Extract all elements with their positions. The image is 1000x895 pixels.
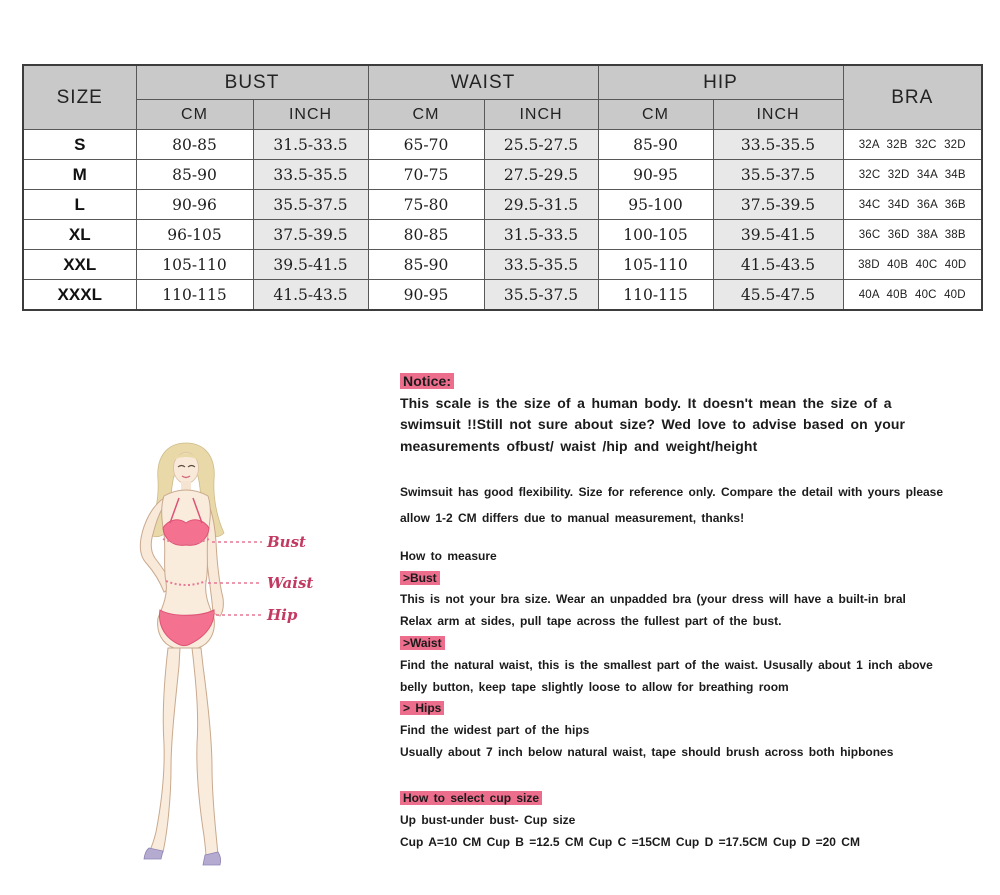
bust-inch-cell: 39.5-41.5 [253, 250, 368, 280]
bust-inch-cell: 41.5-43.5 [253, 280, 368, 311]
figure-waist-label: Waist [267, 574, 314, 592]
bra-cell: 32A 32B 32C 32D [843, 130, 982, 160]
flexibility-note [400, 479, 992, 531]
header-hip-cm: CM [598, 100, 713, 130]
hip-inch-cell: 41.5-43.5 [713, 250, 843, 280]
hip-cm-cell: 95-100 [598, 190, 713, 220]
hip-inch-cell: 39.5-41.5 [713, 220, 843, 250]
bust-inch-cell: 35.5-37.5 [253, 190, 368, 220]
notice-line: swimsuit !!Still not sure about size? Wed love to advise based on your [400, 416, 906, 433]
size-cell: XXL [23, 250, 136, 280]
hips-instruction: Usually about 7 inch below natural waist, tape should brush across both hipbones [400, 744, 894, 759]
waist-inch-cell: 31.5-33.5 [484, 220, 598, 250]
notice-heading: Notice: [400, 373, 454, 389]
bust-inch-cell: 37.5-39.5 [253, 220, 368, 250]
hip-inch-cell: 45.5-47.5 [713, 280, 843, 311]
header-waist: WAIST [368, 65, 598, 100]
figure-left-leg [150, 648, 180, 852]
bust-inch-cell: 31.5-33.5 [253, 130, 368, 160]
table-row-s [23, 130, 982, 160]
bra-cell: 36C 36D 38A 38B [843, 220, 982, 250]
size-cell: L [23, 190, 136, 220]
how-to-measure-section [400, 546, 992, 764]
hip-cm-cell: 105-110 [598, 250, 713, 280]
header-hip-inch: INCH [713, 100, 843, 130]
size-chart-table [22, 64, 983, 311]
hip-inch-cell: 37.5-39.5 [713, 190, 843, 220]
how-to-measure-title: How to measure [400, 548, 497, 563]
flexibility-line: allow 1-2 CM differs due to manual measurement, thanks! [400, 510, 745, 525]
hip-inch-cell: 35.5-37.5 [713, 160, 843, 190]
waist-inch-cell: 27.5-29.5 [484, 160, 598, 190]
hip-cm-cell: 100-105 [598, 220, 713, 250]
table-row-xl [23, 220, 982, 250]
notice-line: This scale is the size of a human body. It doesn't mean the size of a [400, 394, 892, 411]
waist-cm-cell: 75-80 [368, 190, 484, 220]
figure-bikini-top [163, 520, 209, 545]
waist-inch-cell: 33.5-35.5 [484, 250, 598, 280]
header-bra: BRA [843, 65, 982, 130]
cup-size-heading: How to select cup size [400, 791, 542, 805]
header-hip: HIP [598, 65, 843, 100]
waist-instruction: belly button, keep tape slightly loose to allow for breathing room [400, 679, 789, 694]
bra-cell: 38D 40B 40C 40D [843, 250, 982, 280]
waist-cm-cell: 65-70 [368, 130, 484, 160]
info-column [400, 371, 992, 853]
header-waist-inch: INCH [484, 100, 598, 130]
bust-instruction: This is not your bra size. Wear an unpadded bra (your dress will have a built-in bral [400, 592, 906, 607]
waist-inch-cell: 25.5-27.5 [484, 130, 598, 160]
waist-instruction: Find the natural waist, this is the smallest part of the waist. Ususally about 1 inch above [400, 657, 933, 672]
waist-cm-cell: 85-90 [368, 250, 484, 280]
size-cell: XL [23, 220, 136, 250]
header-waist-cm: CM [368, 100, 484, 130]
bra-cell: 32C 32D 34A 34B [843, 160, 982, 190]
table-row-xxl [23, 250, 982, 280]
header-bust-inch: INCH [253, 100, 368, 130]
header-size: SIZE [23, 65, 136, 130]
waist-heading: >Waist [400, 636, 445, 650]
cup-size-section [400, 787, 992, 853]
hip-inch-cell: 33.5-35.5 [713, 130, 843, 160]
hip-cm-cell: 85-90 [598, 130, 713, 160]
bust-instruction: Relax arm at sides, pull tape across the fullest part of the bust. [400, 614, 782, 629]
flexibility-line: Swimsuit has good flexibility. Size for reference only. Compare the detail with yours please [400, 484, 944, 499]
hip-cm-cell: 90-95 [598, 160, 713, 190]
notice-section [400, 371, 992, 458]
table-row-m [23, 160, 982, 190]
bust-cm-cell: 110-115 [136, 280, 253, 311]
bust-heading: >Bust [400, 571, 440, 585]
bra-cell: 34C 34D 36A 36B [843, 190, 982, 220]
body-measurement-illustration [100, 438, 340, 883]
bra-cell: 40A 40B 40C 40D [843, 280, 982, 311]
header-bust: BUST [136, 65, 368, 100]
figure-bust-label: Bust [267, 533, 306, 551]
hips-heading: > Hips [400, 701, 444, 715]
waist-cm-cell: 80-85 [368, 220, 484, 250]
hip-cm-cell: 110-115 [598, 280, 713, 311]
figure-right-leg [192, 648, 218, 858]
waist-inch-cell: 29.5-31.5 [484, 190, 598, 220]
table-row-l [23, 190, 982, 220]
size-cell: M [23, 160, 136, 190]
bust-cm-cell: 85-90 [136, 160, 253, 190]
waist-inch-cell: 35.5-37.5 [484, 280, 598, 311]
cup-size-line: Up bust-under bust- Cup size [400, 812, 576, 827]
waist-cm-cell: 70-75 [368, 160, 484, 190]
bust-inch-cell: 33.5-35.5 [253, 160, 368, 190]
figure-hip-label: Hip [267, 606, 298, 624]
cup-size-line: Cup A=10 CM Cup B =12.5 CM Cup C =15CM Cup D =17.5CM Cup D =20 CM [400, 834, 860, 849]
notice-line: measurements ofbust/ waist /hip and weight/height [400, 438, 758, 455]
size-cell: S [23, 130, 136, 160]
bust-cm-cell: 96-105 [136, 220, 253, 250]
waist-cm-cell: 90-95 [368, 280, 484, 311]
bust-cm-cell: 90-96 [136, 190, 253, 220]
bust-cm-cell: 80-85 [136, 130, 253, 160]
header-bust-cm: CM [136, 100, 253, 130]
hips-instruction: Find the widest part of the hips [400, 723, 590, 738]
bust-cm-cell: 105-110 [136, 250, 253, 280]
size-cell: XXXL [23, 280, 136, 311]
table-row-xxxl [23, 280, 982, 311]
